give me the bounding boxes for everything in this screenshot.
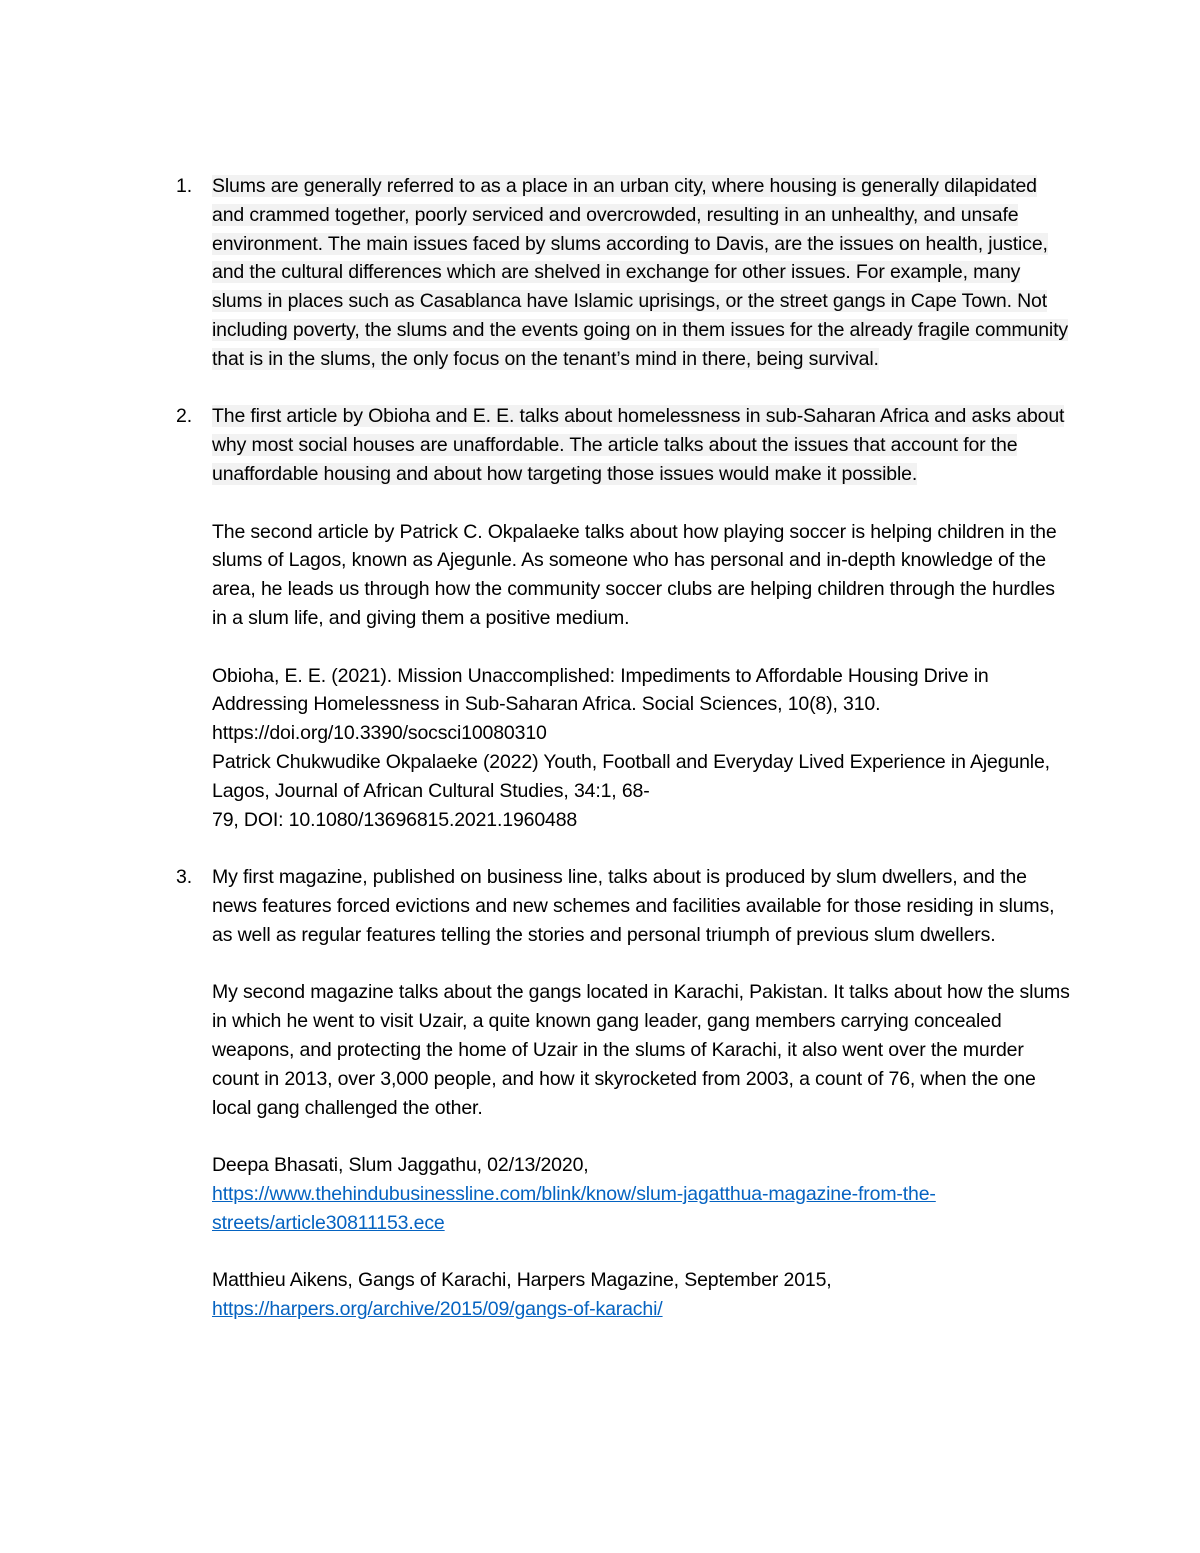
list-item-1 bbox=[176, 172, 1074, 374]
paragraph: My first magazine, published on business line, talks about is produced by slum dwellers, and the news features forced evictions and new schemes and facilities available for those residing in slums, as well as regular features telling the stories and personal triumph of previous slum dwellers. bbox=[212, 866, 1055, 946]
list-number: 2. bbox=[176, 405, 192, 428]
reference: Patrick Chukwudike Okpalaeke (2022) Youth, Football and Everyday Lived Experience in Ajegunle, Lagos, Journal of African Cultural Studies, 34:1, 68- bbox=[212, 750, 1050, 802]
citation bbox=[212, 1151, 1074, 1237]
list-item-3 bbox=[176, 863, 1074, 1324]
citation-text: Matthieu Aikens, Gangs of Karachi, Harpers Magazine, September 2015, bbox=[212, 1269, 832, 1292]
paragraph: My second magazine talks about the gangs located in Karachi, Pakistan. It talks about how the slums in which he went to visit Uzair, a quite known gang leader, gang members carrying concealed weapons, and protecting the home of Uzair in the slums of Karachi, it also went over the murder count in 2013, over 3,000 people, and how it skyrocketed from 2003, a count of 76, when the one local gang challenged the other. bbox=[212, 981, 1070, 1119]
paragraph bbox=[212, 172, 1074, 374]
document-body bbox=[176, 172, 1074, 1353]
paragraph: The second article by Patrick C. Okpalaeke talks about how playing soccer is helping children in the slums of Lagos, known as Ajegunle. As someone who has personal and in-depth knowledge of the area, he leads us through how the community soccer clubs are helping children through the hurdles in a slum life, and giving them a positive medium. bbox=[212, 520, 1057, 629]
list-number: 1. bbox=[176, 175, 192, 197]
reference: Obioha, E. E. (2021). Mission Unaccomplished: Impediments to Affordable Housing Drive in Addressing Homelessness in Sub-Saharan Africa. Social Sciences, 10(8), 310. https://doi.org/10.3390/socsci10080310 bbox=[212, 664, 989, 745]
citation-link[interactable]: https://harpers.org/archive/2015/09/gangs-of-karachi/ bbox=[212, 1298, 663, 1321]
list-item-2 bbox=[176, 402, 1074, 834]
reference: 79, DOI: 10.1080/13696815.2021.1960488 bbox=[212, 808, 578, 831]
highlighted-text: The first article by Obioha and E. E. talks about homelessness in sub-Saharan Africa and asks about why most social houses are unaffordable. The article talks about the issues that account for the unaffordable housing and about how targeting those issues would make it possible. bbox=[212, 405, 1065, 485]
list-number: 3. bbox=[176, 866, 192, 889]
citation-text: Deepa Bhasati, Slum Jaggathu, 02/13/2020, bbox=[212, 1154, 589, 1177]
citation bbox=[212, 1266, 1074, 1324]
paragraph bbox=[212, 402, 1074, 488]
citation-link[interactable]: https://www.thehindubusinessline.com/blink/know/slum-jagatthua-magazine-from-the-streets/article30811153.ece bbox=[212, 1182, 936, 1234]
highlighted-text: Slums are generally referred to as a place in an urban city, where housing is generally dilapidated and crammed together, poorly serviced and overcrowded, resulting in an unhealthy, and unsafe environment. The main issues faced by slums according to Davis, are the issues on health, justice, and the cultural differences which are shelved in exchange for other issues. For example, many slums in places such as Casablanca have Islamic uprisings, or the street gangs in Cape Town. Not including poverty, the slums and the events going on in them issues for the already fragile community that is in the slums, the only focus on the tenant’s mind in there, being survival. bbox=[212, 175, 1068, 370]
